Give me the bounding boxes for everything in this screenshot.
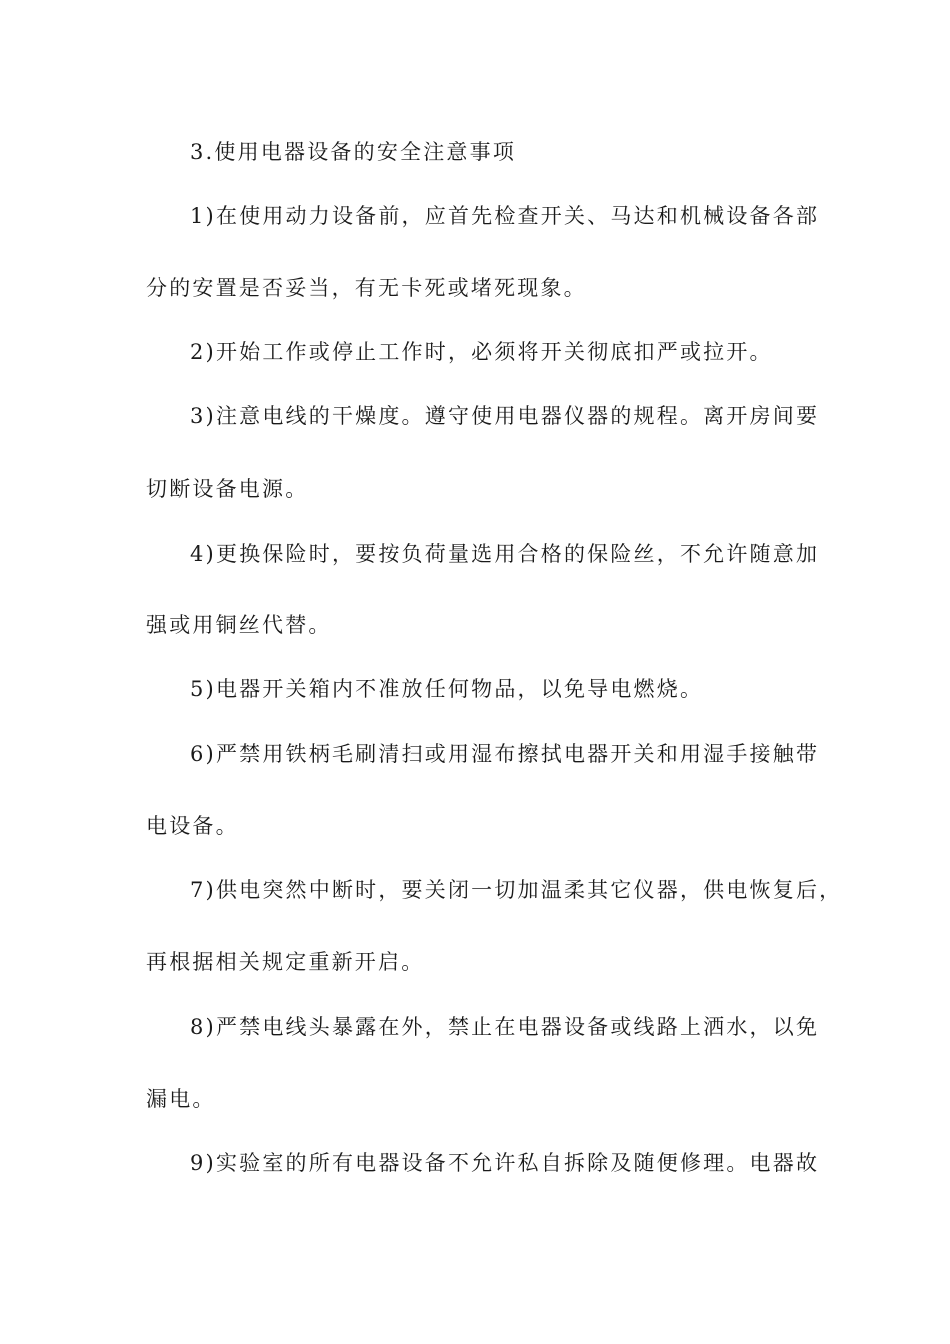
paragraph-2-line-1: 2)开始工作或停止工作时，必须将开关彻底扣严或拉开。 [190,340,773,364]
paragraph-1-line-2: 分的安置是否妥当，有无卡死或堵死现象。 [146,276,587,300]
paragraph-8-line-1: 8)严禁电线头暴露在外，禁止在电器设备或线路上洒水，以免 [190,1015,820,1039]
paragraph-7-line-1: 7)供电突然中断时，要关闭一切加温柔其它仪器，供电恢复后， [190,878,843,902]
paragraph-8-line-2: 漏电。 [146,1087,216,1111]
paragraph-9-line-1: 9)实验室的所有电器设备不允许私自拆除及随便修理。电器故 [190,1151,820,1175]
paragraph-4-line-2: 强或用铜丝代替。 [146,613,332,637]
paragraph-1-line-1: 1)在使用动力设备前，应首先检查开关、马达和机械设备各部 [190,204,820,228]
paragraph-7-line-2: 再根据相关规定重新开启。 [146,950,425,974]
paragraph-4-line-1: 4)更换保险时，要按负荷量选用合格的保险丝，不允许随意加 [190,542,820,566]
paragraph-3-line-2: 切断设备电源。 [146,477,309,501]
section-heading: 3.使用电器设备的安全注意事项 [190,140,517,164]
paragraph-3-line-1: 3)注意电线的干燥度。遵守使用电器仪器的规程。离开房间要 [190,404,820,428]
paragraph-6-line-2: 电设备。 [146,814,239,838]
paragraph-6-line-1: 6)严禁用铁柄毛刷清扫或用湿布擦拭电器开关和用湿手接触带 [190,742,820,766]
paragraph-5-line-1: 5)电器开关箱内不准放任何物品，以免导电燃烧。 [190,677,704,701]
